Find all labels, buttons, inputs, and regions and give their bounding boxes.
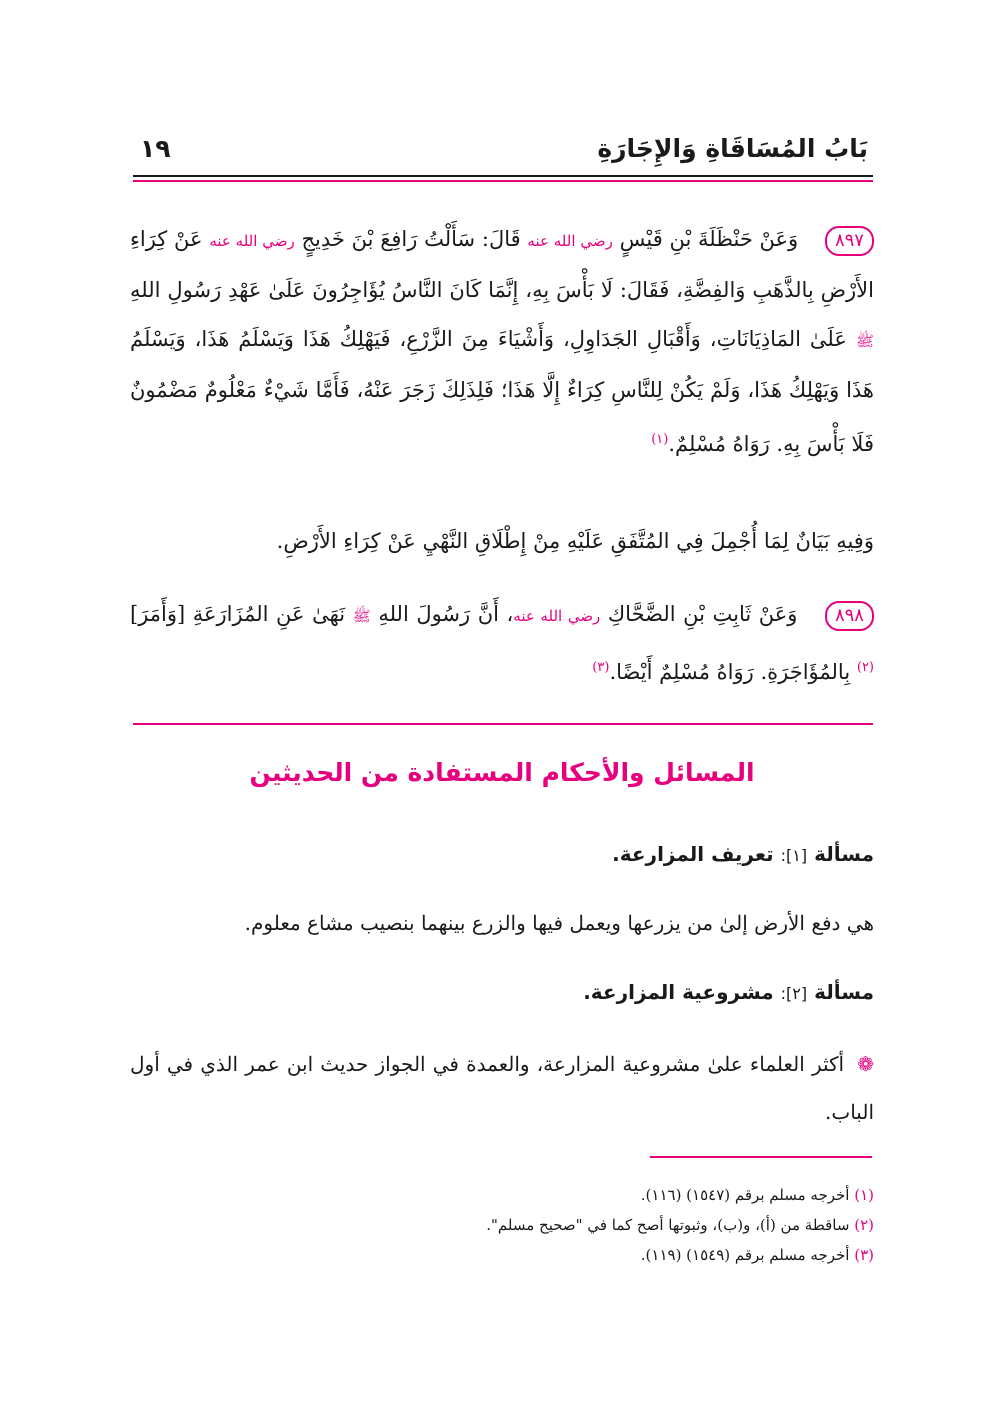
footnote-marker[interactable]: (١) xyxy=(651,432,669,447)
footnote-number: (٣) xyxy=(854,1246,874,1264)
masala-1-text: هي دفع الأرض إلىٰ من يزرعها ويعمل فيها والزرع بينهما بنصيب مشاع معلوم. xyxy=(244,911,874,935)
honorific-mark: رضي الله عنه xyxy=(513,607,601,625)
hadith-text: وَعَنْ حَنْظَلَةَ بْنِ قَيْسٍ xyxy=(619,227,799,251)
masala-1-heading xyxy=(130,842,874,866)
section-divider xyxy=(133,723,873,725)
footnotes xyxy=(130,1180,874,1270)
footnote-number: (١) xyxy=(854,1186,874,1204)
honorific-mark: ﷺ xyxy=(352,607,371,625)
header-divider xyxy=(133,175,873,184)
hadith-897 xyxy=(130,215,874,469)
masala-title: مشروعية المزارعة. xyxy=(583,980,774,1004)
hadith-text: نَهَىٰ عَنِ المُزَارَعَةِ [وَأَمَرَ] xyxy=(130,602,346,626)
footnote-item xyxy=(130,1210,874,1240)
footnote-number: (٢) xyxy=(854,1216,874,1234)
masala-title: تعريف المزارعة. xyxy=(612,842,774,866)
footnote-marker[interactable]: (٣) xyxy=(592,660,610,675)
honorific-mark: رضي الله عنه xyxy=(209,232,295,250)
masala-2-heading xyxy=(130,980,874,1004)
hadith-898 xyxy=(130,588,874,698)
masala-label: مسألة xyxy=(814,842,874,866)
page-number: ١٩ xyxy=(140,133,171,163)
footnote-text: أخرجه مسلم برقم (١٥٤٩) (١١٩). xyxy=(640,1246,850,1264)
honorific-mark: رضي الله عنه xyxy=(527,232,613,250)
masala-number: [١]: xyxy=(780,846,808,865)
masala-2-body: أكثر العلماء علىٰ مشروعية المزارعة، والعمدة في الجواز حديث ابن عمر الذي في أول الباب. xyxy=(130,1052,874,1124)
masala-label: مسألة xyxy=(814,980,874,1004)
hadith-text: وَعَنْ ثَابِتِ بْنِ الضَّحَّاكِ xyxy=(607,602,798,626)
section-title: المسائل والأحكام المستفادة من الحديثين xyxy=(249,758,755,787)
hadith-text: بِالمُؤَاجَرَةِ. رَوَاهُ مُسْلِمٌ أَيْضًا. xyxy=(609,660,851,684)
hadith-text: عَلَىٰ المَاذِيَانَاتِ، وَأَقْبَالِ الجَدَاوِلِ، وَأَشْيَاءَ مِنَ الزَّرْعِ، فَيَهْلِكُ هَذَا وَيَسْلَمُ هَذَا، وَيَسْلَمُ هَذَا وَيَهْلِكُ هَذَا، وَلَمْ يَكُنْ لِلنَّاسِ كِرَاءٌ إِلَّا هَذَا؛ فَلِذَلِكَ زَجَرَ عَنْهُ، فَأَمَّا شَيْءٌ مَعْلُومٌ مَضْمُونٌ فَلَا بَأْسَ بِهِ. رَوَاهُ مُسْلِمٌ. xyxy=(130,327,874,456)
hadith-text: عَنْ كِرَاءِ الأَرْضِ بِالذَّهَبِ وَالفِضَّةِ، فَقَالَ: لَا بَأْسَ بِهِ، إِنَّمَا كَانَ النَّاسُ يُؤَاجِرُونَ عَلَىٰ عَهْدِ رَسُولِ اللهِ xyxy=(130,227,874,302)
hadith-number-badge: ٨٩٧ xyxy=(825,226,874,256)
footnote-marker[interactable]: (٢) xyxy=(856,660,874,675)
footnote-text: ساقطة من (أ)، و(ب)، وثبوتها أصح كما في "صحيح مسلم". xyxy=(486,1216,850,1234)
footnote-item xyxy=(130,1180,874,1210)
masala-2-text xyxy=(130,1040,874,1136)
honorific-mark: ﷺ xyxy=(855,332,874,350)
footnote-item xyxy=(130,1240,874,1270)
hadith-number-badge: ٨٩٨ xyxy=(825,601,874,631)
page-header xyxy=(140,128,868,168)
masala-number: [٢]: xyxy=(780,984,808,1003)
chapter-title: بَابُ المُسَاقَاةِ وَالإِجَارَةِ xyxy=(597,133,868,163)
commentary-note: وَفِيهِ بَيَانٌ لِمَا أُجْمِلَ فِي المُتَّفَقِ عَلَيْهِ مِنْ إِطْلَاقِ النَّهْيِ عَنْ كِرَاءِ الأَرْضِ. xyxy=(276,529,874,553)
footnote-text: أخرجه مسلم برقم (١٥٤٧) (١١٦). xyxy=(640,1186,850,1204)
flower-icon: ❁ xyxy=(857,1052,875,1076)
hadith-text: ، أَنَّ رَسُولَ اللهِ xyxy=(378,602,514,626)
footnote-divider xyxy=(650,1156,872,1158)
hadith-text: قَالَ: سَأَلْتُ رَافِعَ بْنَ خَدِيجٍ xyxy=(301,227,521,251)
